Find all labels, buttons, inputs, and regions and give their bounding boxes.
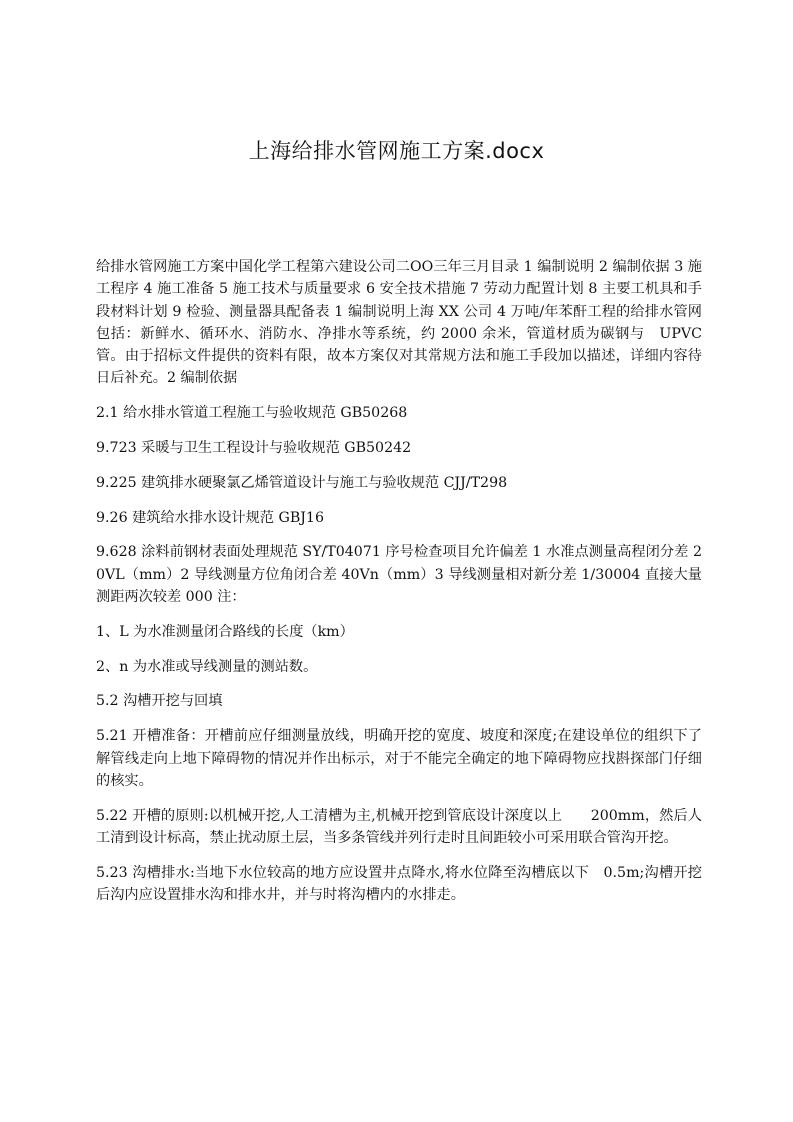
paragraph-5-2: 5.2 沟槽开挖与回填 (96, 693, 223, 710)
paragraph-9-26: 9.26 建筑给水排水设计规范 GBJ16 (96, 509, 324, 526)
paragraph-2-1: 2.1 给水排水管道工程施工与验收规范 GB50268 (96, 405, 408, 422)
document-title: 上海给排水管网施工方案.docx (248, 139, 545, 163)
document-body (96, 256, 702, 919)
paragraph-9-723: 9.723 采暖与卫生工程设计与验收规范 GB50242 (96, 440, 412, 457)
paragraph-5-22: 5.22 开槽的原则:以机械开挖,人工清槽为主,机械开挖到管底设计深度以上 200mm，然后人工清到设计标高，禁止扰动原土层，当多条管线并列行走时且间距较小可采用联合管沟开挖。 (96, 807, 702, 846)
paragraph-note-1: 1、L 为水准测量闭合路线的长度（km） (96, 623, 354, 640)
paragraph-5-21: 5.21 开槽准备：开槽前应仔细测量放线，明确开挖的宽度、坡度和深度;在建设单位的组织下了解管线走向上地下障碍物的情况并作出标示，对于不能完全确定的地下障碍物应找斟探部门仔细的核实。 (96, 728, 702, 789)
paragraph-note-2: 2、n 为水准或导线测量的测站数。 (96, 658, 318, 675)
paragraph-9-225: 9.225 建筑排水硬聚氯乙烯管道设计与施工与验收规范 CJJ/T298 (96, 474, 508, 491)
paragraph-5-23: 5.23 沟槽排水:当地下水位较高的地方应设置井点降水,将水位降至沟槽底以下 0.5m;沟槽开挖后沟内应设置排水沟和排水井，并与时将沟槽内的水排走。 (96, 864, 702, 904)
paragraph-9-628: 9.628 涂料前钢材表面处理规范 SY/T04071 序号检查项目允许偏差 1 水准点测量高程闭分差 20VL（mm）2 导线测量方位角闭合差 40Vn（mm）3 导线测量相对新分差 1/30004 直接大量测距两次较差 000 注： (96, 544, 702, 606)
paragraph-intro: 给排水管网施工方案中国化学工程第六建设公司二OO三年三月目录 1 编制说明 2 编制依据 3 施工程序 4 施工准备 5 施工技术与质量要求 6 安全技术措施 7 劳动力配置计划 8 主要工机具和手段材料计划 9 检验、测量器具配备表 1 编制说明上海 XX 公司 4 万吨/年苯酐工程的给排水管网包括：新鲜水、循环水、消防水、净排水等系统，约 2000 余米，管道材质为碳钢与 UPVC 管。由于招标文件提供的资料有限，故本方案仅对其常规方法和施工手段加以描述，详细内容待日后补充。2 编制依据 (96, 259, 702, 387)
